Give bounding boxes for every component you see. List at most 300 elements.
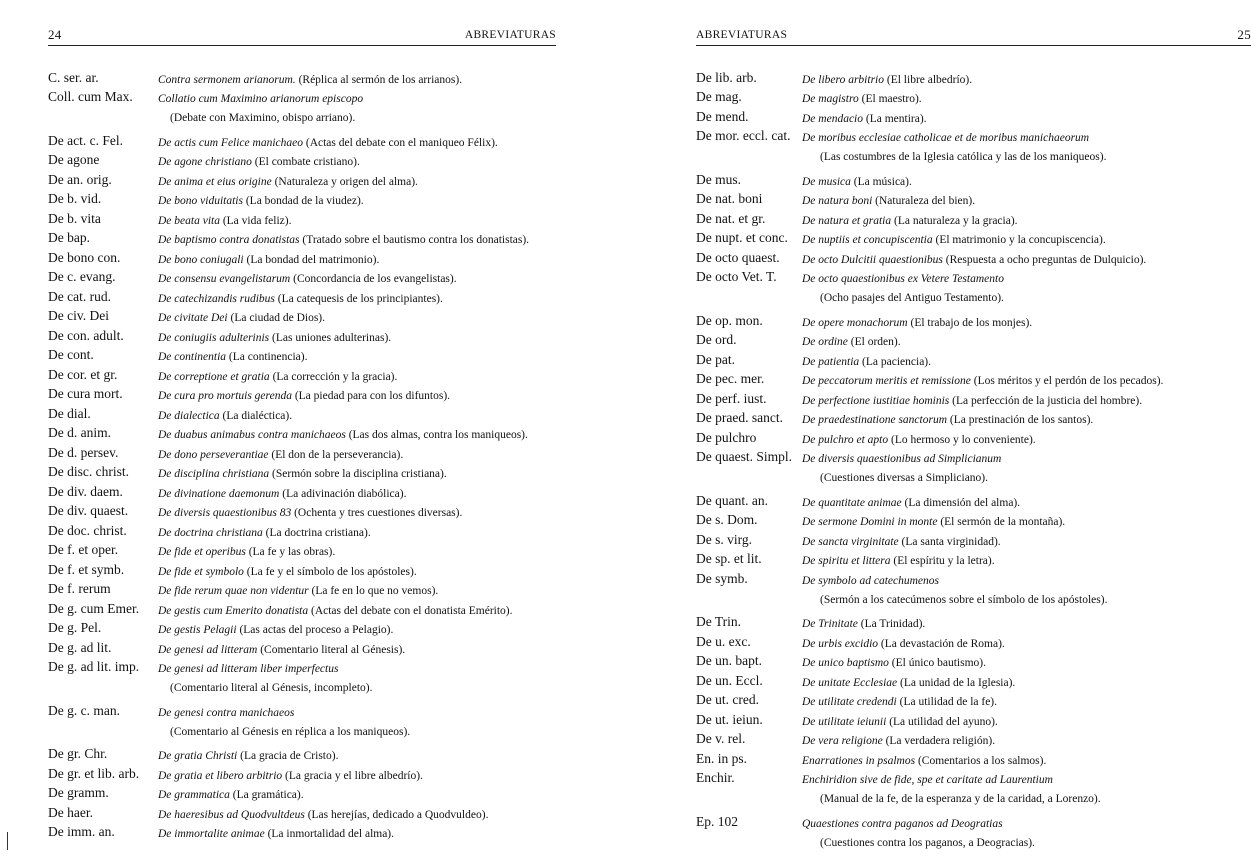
- entry-latin-title: De utilitate ieiunii: [802, 715, 887, 728]
- entry-row: [696, 188, 1163, 208]
- entry-latin-title: De diversis quaestionibus 83: [158, 507, 292, 519]
- left-page: [0, 0, 600, 859]
- entry-row: [696, 368, 1163, 388]
- entry-continuation-row: [696, 786, 1163, 805]
- entry-latin-title: De coniugiis adulterinis: [158, 331, 270, 344]
- entry-text: [158, 312, 325, 324]
- page-number: 25: [1237, 27, 1251, 42]
- entry-text: [802, 74, 972, 86]
- entry-row: [48, 129, 529, 149]
- entry-abbreviation: De nupt. et conc.: [696, 230, 788, 245]
- entry-abbreviation: De f. et symb.: [48, 561, 125, 577]
- entry-text: [802, 93, 922, 105]
- entry-row: [48, 743, 529, 763]
- entry-translation: (La catequesis de los principiantes).: [274, 292, 443, 305]
- entry-abbreviation: De symb.: [696, 570, 748, 586]
- abbreviation-entry: [696, 747, 1163, 767]
- abbreviation-entry: [48, 519, 529, 539]
- abbreviation-entry: [48, 227, 529, 247]
- abbreviation-entry: [696, 207, 1163, 227]
- abbreviation-entry: [48, 578, 529, 598]
- entry-latin-title: Contra sermonem arianorum.: [158, 73, 296, 86]
- entry-latin-title: De genesi ad litteram: [158, 643, 258, 656]
- entry-translation: (La piedad para con los difuntos).: [291, 390, 451, 402]
- right-page: [640, 0, 1251, 859]
- entry-latin-title: De civitate Dei: [158, 312, 228, 324]
- entry-row: [48, 227, 529, 247]
- entry-latin-title: De natura boni: [802, 195, 873, 207]
- entry-abbreviation: De mag.: [696, 89, 742, 104]
- entry-translation: (El orden).: [847, 336, 901, 348]
- right-page-header: [696, 25, 1251, 46]
- entry-latin-title: Enchiridion sive de fide, spe et caritate ad Laurentium: [802, 774, 1053, 786]
- abbreviation-entry: [48, 129, 529, 149]
- entry-abbreviation: De cont.: [48, 347, 94, 362]
- entry-translation: (El maestro).: [858, 93, 922, 105]
- entry-row: [696, 650, 1163, 670]
- entry-text: [802, 657, 986, 669]
- entry-row: [696, 246, 1163, 266]
- entry-translation: (El libre albedrío).: [884, 73, 973, 86]
- abbreviation-entry: [696, 708, 1163, 728]
- entry-text: [802, 317, 1032, 329]
- entry-translation: (La mentira).: [863, 112, 927, 125]
- entry-abbreviation: De dial.: [48, 405, 91, 421]
- entry-text: [802, 618, 925, 630]
- entry-latin-title: De genesi contra manichaeos: [158, 706, 295, 719]
- abbreviation-entry: [696, 227, 1163, 247]
- entry-abbreviation: De bap.: [48, 230, 90, 245]
- entry-abbreviation: De sp. et lit.: [696, 551, 762, 566]
- entry-abbreviation: De doc. christ.: [48, 522, 127, 538]
- entry-text: [158, 234, 529, 246]
- abbreviation-entry: [696, 368, 1163, 388]
- entry-text: [158, 156, 360, 168]
- entry-abbreviation: De con. adult.: [48, 327, 124, 343]
- entry-abbreviation: De quant. an.: [696, 492, 768, 508]
- entry-row: [696, 86, 1163, 106]
- entry-latin-title: De immortalite animae: [158, 828, 265, 840]
- entry-row: [696, 767, 1163, 787]
- entry-abbreviation: De Trin.: [696, 614, 742, 629]
- entry-text: [158, 137, 498, 149]
- entry-translation: (La dimensión del alma).: [901, 496, 1021, 509]
- entry-row: [696, 426, 1163, 446]
- entry-latin-title: De cura pro mortuis gerenda: [158, 390, 292, 402]
- entry-latin-title: De dialectica: [158, 409, 220, 422]
- entry-abbreviation: De civ. Dei: [48, 308, 109, 323]
- entry-translation: (Lo hermoso y lo conveniente).: [888, 433, 1036, 446]
- entry-translation: (La unidad de la Iglesia).: [897, 676, 1016, 689]
- entry-abbreviation: De nat. boni: [696, 191, 763, 206]
- entry-row: [696, 207, 1163, 227]
- abbreviation-entry: [48, 149, 529, 169]
- abbreviation-entry: [696, 611, 1163, 631]
- entry-latin-title: De continentia: [158, 351, 227, 363]
- entry-row: [696, 489, 1163, 509]
- entry-text: [158, 605, 513, 617]
- entry-latin-title: Enarrationes in psalmos: [802, 754, 916, 767]
- entry-latin-title: De perfectione iustitiae hominis: [802, 394, 950, 407]
- entry-text: [158, 828, 394, 840]
- abbreviation-entry: [696, 188, 1163, 208]
- entry-text: [158, 585, 438, 597]
- entry-abbreviation: De c. evang.: [48, 269, 116, 284]
- entry-text: [158, 789, 304, 801]
- entry-row: [48, 324, 529, 344]
- entry-text: [158, 644, 405, 656]
- entry-text: [158, 273, 457, 285]
- entry-translation: (La ciudad de Dios).: [227, 312, 326, 324]
- abbreviation-entry: [48, 656, 529, 700]
- entry-row: [48, 656, 529, 676]
- entry-abbreviation: De cura mort.: [48, 386, 123, 401]
- abbreviation-entry: [696, 86, 1163, 106]
- entry-row: [48, 617, 529, 637]
- entry-text: [158, 176, 418, 188]
- entry-row: [696, 446, 1163, 466]
- entry-latin-title: De gratia Christi: [158, 750, 238, 762]
- entry-continuation-row: [48, 719, 529, 738]
- entry-latin-title: Quaestiones contra paganos ad Deogratias: [802, 817, 1003, 830]
- entry-row: [696, 630, 1163, 650]
- entry-abbreviation: De gr. Chr.: [48, 746, 108, 761]
- entry-latin-title: De praedestinatione sanctorum: [802, 414, 948, 426]
- entry-translation: (Las herejías, dedicado a Quodvuldeo).: [304, 808, 489, 821]
- abbreviation-entry: [48, 246, 529, 266]
- entry-row: [696, 747, 1163, 767]
- abbreviation-entry: [48, 821, 529, 841]
- entry-abbreviation: De un. Eccl.: [696, 672, 763, 688]
- entry-text: [802, 516, 1065, 528]
- entry-row: [48, 383, 529, 403]
- entry-text: [158, 215, 291, 227]
- entry-latin-title: De unitate Ecclesiae: [802, 676, 898, 689]
- entry-abbreviation: De u. exc.: [696, 633, 751, 649]
- entry-text: [802, 132, 1089, 144]
- entry-latin-title: De natura et gratia: [802, 214, 892, 227]
- entry-continuation-row: [696, 285, 1163, 304]
- entry-latin-title: De fide rerum quae non videntur: [158, 585, 309, 597]
- abbreviation-entry: [696, 246, 1163, 266]
- entry-abbreviation: En. in ps.: [696, 750, 748, 766]
- entry-row: [48, 636, 529, 656]
- abbreviation-entry: [696, 767, 1163, 811]
- entry-latin-title: De haeresibus ad Quodvultdeus: [158, 808, 305, 821]
- entry-translation: (La paciencia).: [859, 355, 931, 368]
- entry-row: [696, 266, 1163, 286]
- entry-text: [802, 273, 1004, 285]
- entry-text: [802, 414, 1093, 426]
- entry-abbreviation: De g. ad lit. imp.: [48, 659, 140, 674]
- entry-text: [802, 575, 939, 587]
- entry-latin-title: De genesi ad litteram liber imperfectus: [158, 663, 339, 675]
- entry-abbreviation: De mend.: [696, 108, 749, 124]
- entry-latin-title: De Trinitate: [802, 618, 858, 630]
- abbreviation-entry: [696, 489, 1163, 509]
- running-title: ABREVIATURAS: [696, 29, 788, 41]
- abbreviation-entry: [696, 528, 1163, 548]
- entry-row: [48, 558, 529, 578]
- entry-continuation-row: [48, 675, 529, 694]
- entry-text: [158, 93, 363, 105]
- entry-continuation-row: [696, 830, 1163, 849]
- entry-translation: (La utilidad de la fe).: [896, 696, 998, 708]
- entry-row: [696, 708, 1163, 728]
- entry-latin-title: De ordine: [802, 336, 848, 348]
- entry-abbreviation: De an. orig.: [48, 171, 112, 187]
- entry-abbreviation: De d. anim.: [48, 425, 111, 440]
- entry-translation: (Las actas del proceso a Pelagio).: [236, 624, 394, 636]
- entry-row: [48, 801, 529, 821]
- entry-translation: (La fe en lo que no vemos).: [308, 585, 439, 597]
- entry-row: [48, 86, 529, 106]
- entry-text: [158, 254, 379, 266]
- entry-row: [48, 168, 529, 188]
- abbreviation-entry: [696, 266, 1163, 310]
- left-page-header: [48, 25, 556, 46]
- entry-latin-title: De magistro: [802, 93, 859, 105]
- entry-latin-title: De unico baptismo: [802, 657, 889, 669]
- entry-abbreviation: Coll. cum Max.: [48, 89, 133, 104]
- entry-text: [158, 488, 406, 500]
- entry-text: [158, 546, 335, 558]
- entry-abbreviation: C. ser. ar.: [48, 69, 99, 85]
- abbreviation-entry: [48, 801, 529, 821]
- abbreviation-entry: [696, 509, 1163, 529]
- entry-translation: (Actas del debate con el maniqueo Félix).: [302, 136, 498, 149]
- entry-latin-title: De diversis quaestionibus ad Simplicianum: [802, 453, 1002, 465]
- entry-latin-title: De beata vita: [158, 214, 220, 227]
- entry-text: [802, 215, 1018, 227]
- entry-row: [696, 329, 1163, 349]
- entry-latin-title: De gratia et libero arbitrio: [158, 769, 283, 782]
- entry-translation: (Los méritos y el perdón de los pecados).: [970, 375, 1164, 387]
- entry-latin-title: De duabus animabus contra manichaeos: [158, 429, 346, 441]
- entry-row: [48, 344, 529, 364]
- entry-latin-title: De libero arbitrio: [802, 73, 884, 86]
- entry-latin-title: De bono viduitatis: [158, 195, 243, 207]
- entry-text: [158, 663, 338, 675]
- entry-translation: (La gracia y el libre albedrío).: [282, 769, 423, 782]
- entry-translation: (La Trinidad).: [857, 618, 926, 630]
- entry-abbreviation: De s. virg.: [696, 531, 752, 547]
- entry-latin-title: De mendacio: [802, 112, 863, 125]
- entry-latin-title: De peccatorum meritis et remissione: [802, 375, 971, 387]
- entry-text: [802, 536, 1001, 548]
- entry-translation: (La utilidad del ayuno).: [886, 715, 998, 728]
- entry-translation: (Ocho pasajes del Antiguo Testamento).: [820, 292, 1004, 304]
- entry-abbreviation: De ut. ieiun.: [696, 711, 763, 727]
- entry-text: [802, 395, 1142, 407]
- abbreviation-entry: [48, 168, 529, 188]
- entry-row: [48, 519, 529, 539]
- entry-translation: (La perfección de la justicia del hombre).: [949, 394, 1143, 407]
- entry-text: [802, 735, 995, 747]
- entry-continuation-row: [696, 465, 1163, 484]
- entry-text: [802, 453, 1001, 465]
- entry-text: [802, 375, 1163, 387]
- entry-abbreviation: De cor. et gr.: [48, 366, 118, 382]
- abbreviation-entry: [48, 762, 529, 782]
- entry-translation: (El espíritu y la letra).: [890, 555, 995, 567]
- entry-abbreviation: De perf. iust.: [696, 390, 767, 406]
- entry-row: [48, 441, 529, 461]
- entry-translation: (La doctrina cristiana).: [262, 526, 371, 539]
- entry-translation: (Las costumbres de la Iglesia católica y las de los maniqueos).: [820, 151, 1107, 163]
- entry-abbreviation: De div. daem.: [48, 483, 123, 499]
- entry-text: [158, 332, 391, 344]
- entry-abbreviation: De octo quaest.: [696, 249, 780, 265]
- entry-latin-title: De octo Dulcitii quaestionibus: [802, 253, 943, 266]
- abbreviation-entry: [696, 168, 1163, 188]
- entry-latin-title: De actis cum Felice manichaeo: [158, 136, 303, 149]
- entry-latin-title: De bono coniugali: [158, 253, 244, 266]
- abbreviation-entry: [48, 402, 529, 422]
- entry-text: [158, 566, 417, 578]
- entry-translation: (El trabajo de los monjes).: [907, 316, 1033, 329]
- entry-translation: (La prestinación de los santos).: [947, 414, 1094, 426]
- entry-abbreviation: De g. ad lit.: [48, 639, 112, 655]
- entry-abbreviation: De mus.: [696, 171, 741, 187]
- abbreviation-entry: [48, 743, 529, 763]
- entry-translation: (Comentario literal al Génesis).: [257, 643, 406, 656]
- entry-abbreviation: Ep. 102: [696, 813, 738, 829]
- abbreviation-entry: [48, 344, 529, 364]
- entry-translation: (La continencia).: [226, 351, 308, 363]
- entry-row: [696, 548, 1163, 568]
- abbreviation-entry: [696, 669, 1163, 689]
- entry-row: [696, 125, 1163, 145]
- entry-row: [696, 509, 1163, 529]
- abbreviation-entry: [48, 441, 529, 461]
- entry-text: [802, 336, 901, 348]
- entry-latin-title: De fide et operibus: [158, 546, 246, 558]
- abbreviation-entry: [48, 363, 529, 383]
- abbreviation-entry: [48, 539, 529, 559]
- abbreviation-entry: [48, 266, 529, 286]
- entry-abbreviation: De lib. arb.: [696, 69, 757, 85]
- abbreviation-entry: [48, 782, 529, 802]
- entry-text: [802, 677, 1015, 689]
- entry-translation: (El combate cristiano).: [251, 156, 360, 168]
- abbreviation-entry: [48, 324, 529, 344]
- entry-abbreviation: De b. vita: [48, 210, 101, 226]
- entry-text: [802, 774, 1053, 786]
- entry-latin-title: De disciplina christiana: [158, 468, 270, 480]
- entry-translation: (Sermón sobre la disciplina cristiana).: [269, 468, 447, 480]
- entry-translation: (La adivinación diabólica).: [279, 487, 407, 500]
- entry-abbreviation: De gramm.: [48, 785, 109, 800]
- entry-abbreviation: De f. et oper.: [48, 542, 119, 557]
- entry-text: [802, 497, 1020, 509]
- abbreviation-entry: [696, 446, 1163, 490]
- entry-latin-title: De baptismo contra donatistas: [158, 234, 300, 246]
- entry-row: [48, 821, 529, 841]
- abbreviation-entry: [696, 630, 1163, 650]
- entry-text: [158, 351, 307, 363]
- entry-text: [158, 390, 450, 402]
- entry-text: [158, 468, 447, 480]
- entry-row: [48, 66, 529, 86]
- entry-abbreviation: De praed. sanct.: [696, 410, 783, 425]
- entry-translation: (La inmortalidad del alma).: [264, 828, 395, 840]
- entry-abbreviation: De nat. et gr.: [696, 210, 766, 226]
- entry-latin-title: De catechizandis rudibus: [158, 292, 275, 305]
- entry-translation: (La bondad del matrimonio).: [243, 253, 380, 266]
- entry-row: [696, 728, 1163, 748]
- entry-latin-title: De symbolo ad catechumenos: [802, 574, 940, 587]
- entry-translation: (Concordancia de los evangelistas).: [290, 273, 457, 285]
- entry-row: [696, 407, 1163, 427]
- entry-latin-title: De quantitate animae: [802, 496, 902, 509]
- entry-translation: (La naturaleza y la gracia).: [891, 214, 1018, 227]
- entry-abbreviation: De pec. mer.: [696, 371, 765, 386]
- entry-latin-title: De nuptiis et concupiscentia: [802, 234, 933, 246]
- entry-abbreviation: De g. cum Emer.: [48, 600, 140, 616]
- entry-abbreviation: De ut. cred.: [696, 692, 759, 707]
- abbreviation-entry: [696, 125, 1163, 169]
- abbreviation-entry: [696, 329, 1163, 349]
- entry-translation: (El don de la perseverancia).: [268, 448, 404, 461]
- entry-latin-title: De dono perseverantiae: [158, 448, 269, 461]
- entry-translation: (Comentario al Génesis en réplica a los maniqueos).: [170, 725, 411, 738]
- entry-text: [158, 410, 292, 422]
- entry-row: [48, 285, 529, 305]
- entry-translation: (El único bautismo).: [888, 657, 986, 669]
- entry-translation: (Comentario literal al Génesis, incompleto).: [170, 682, 373, 694]
- entry-translation: (La corrección y la gracia).: [269, 370, 398, 383]
- abbreviation-entry: [696, 66, 1163, 86]
- entry-latin-title: De anima et eius origine: [158, 175, 272, 188]
- entry-latin-title: De moribus ecclesiae catholicae et de moribus manichaeorum: [802, 132, 1090, 144]
- entry-translation: (El matrimonio y la concupiscencia).: [932, 234, 1106, 246]
- running-title: ABREVIATURAS: [464, 29, 556, 41]
- entry-row: [696, 810, 1163, 830]
- entry-row: [48, 266, 529, 286]
- entry-latin-title: De sancta virginitate: [802, 535, 899, 548]
- entry-translation: (La gramática).: [229, 789, 304, 801]
- entry-translation: (Cuestiones diversas a Simpliciano).: [820, 472, 988, 484]
- entry-latin-title: De grammatica: [158, 789, 230, 801]
- entry-latin-title: De consensu evangelistarum: [158, 273, 291, 285]
- abbreviation-entry: [48, 422, 529, 442]
- entry-text: [158, 750, 338, 762]
- entry-row: [48, 149, 529, 169]
- abbreviation-entry: [48, 480, 529, 500]
- entry-text: [158, 809, 488, 821]
- entry-abbreviation: De div. quaest.: [48, 503, 129, 518]
- abbreviation-entry: [48, 86, 529, 130]
- entry-abbreviation: De f. rerum: [48, 581, 111, 596]
- entry-text: [158, 74, 462, 86]
- entry-text: [158, 527, 371, 539]
- entry-translation: (Respuesta a ocho preguntas de Dulquicio).: [942, 253, 1147, 266]
- entry-text: [158, 624, 393, 636]
- entry-latin-title: De urbis excidio: [802, 637, 879, 650]
- entry-row: [48, 480, 529, 500]
- entry-translation: (La verdadera religión).: [882, 735, 996, 747]
- entry-translation: (La dialéctica).: [219, 409, 293, 422]
- entry-text: [802, 254, 1146, 266]
- entry-translation: (La música).: [850, 175, 912, 188]
- entry-translation: (Naturaleza y origen del alma).: [271, 175, 418, 188]
- entry-text: [802, 818, 1003, 830]
- abbreviation-entry: [48, 285, 529, 305]
- entry-translation: (La gracia de Cristo).: [237, 750, 339, 762]
- entry-abbreviation: De mor. eccl. cat.: [696, 128, 791, 143]
- entry-latin-title: De utilitate credendi: [802, 696, 897, 708]
